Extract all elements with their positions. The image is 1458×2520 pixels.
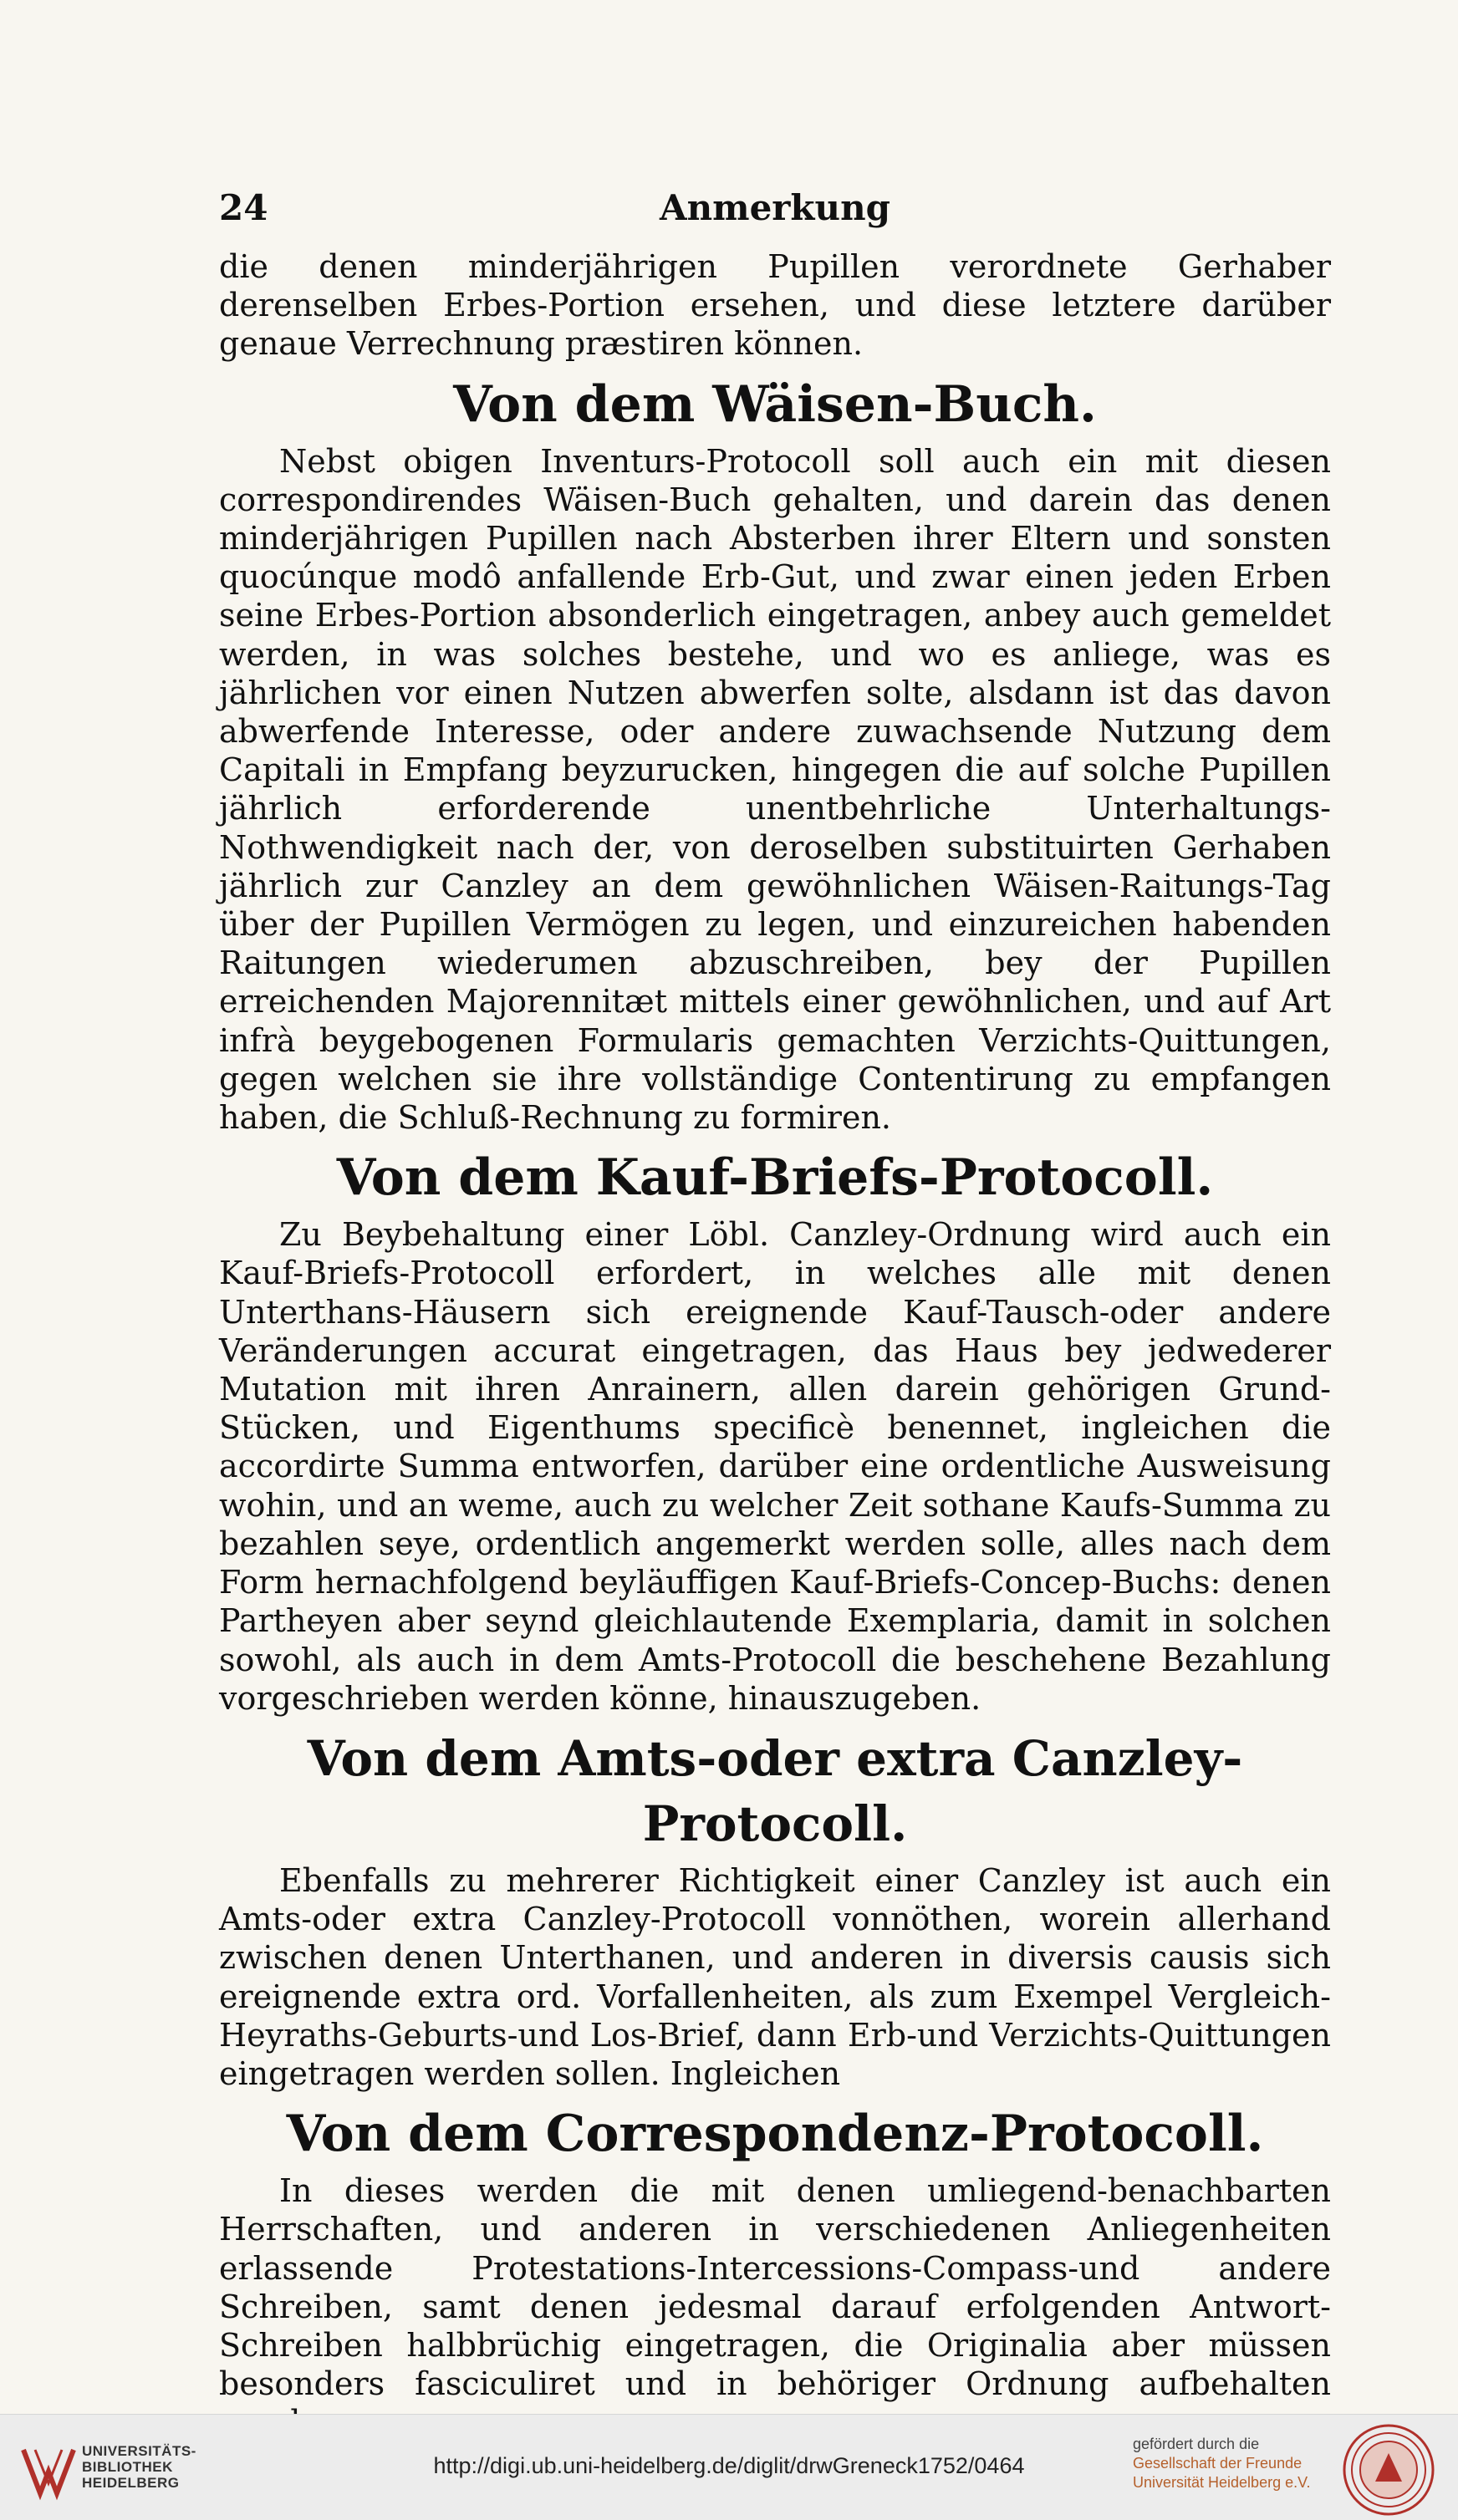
section-heading: Von dem Correspondenz-Protocoll.: [286, 2105, 1264, 2164]
section-heading: Von dem Wäisen-Buch.: [453, 374, 1097, 434]
section-heading: Von dem Amts-oder extra Canzley-Protocoll.: [307, 1729, 1243, 1852]
paragraph: Zu Beybehaltung einer Löbl. Canzley-Ordnung wird auch ein Kauf-Briefs-Protocoll erfordert, in welches alle mit denen Unterthans-Häusern sich ereignende Kauf-Tausch-oder andere Veränderungen accurat eingetragen, das Haus bey jedwederer Mutation mit ihren Anrainern, allen darein gehörigen Grund-Stücken, und Eigenthums specificè benennet, ingleichen die accordirte Summa entworfen, darüber eine ordentliche Ausweisung wohin, und an weme, auch zu welcher Zeit sothane Kaufs-Summa zu bezahlen seye, ordentlich angemerkt werden solle, alles nach dem Form hernachfolgend beyläuffigen Kauf-Briefs-Concep-Buchs: denen Partheyen aber seynd gleichlautende Exemplaria, damit in solchen sowohl, als auch in dem Amts-Protocoll die beschehene Bezahlung vorgeschrieben werden könne, hinauszugeben.: [219, 1216, 1331, 1717]
university-seal-icon: [1342, 2423, 1435, 2517]
page-body: [219, 247, 1331, 2481]
page-header: [219, 187, 1331, 237]
paragraph: Ebenfalls zu mehrerer Richtigkeit einer Canzley ist auch ein Amts-oder extra Canzley-Protocoll vonnöthen, worein allerhand zwischen denen Unterthanen, und anderen in diversis causis sich ereignende extra ord. Vorfallenheiten, als zum Exempel Vergleich-Heyraths-Geburts-und Los-Brief, dann Erb-und Verzichts-Quittungen eingetragen werden sollen. Ingleichen: [219, 1861, 1331, 2092]
permalink-url[interactable]: http://digi.ub.uni-heidelberg.de/diglit/drwGreneck1752/0464: [433, 2453, 1025, 2478]
paragraph: In dieses werden die mit denen umliegend-benachbarten Herrschaften, und anderen in verschiedenen Anliegenheiten erlassende Protestations-Intercessions-Compass-und andere Schreiben, samt denen jedesmal darauf erfolgenden Antwort-Schreiben halbbrüchig eingetragen, die Originalia aber müssen besonders fasciculiret und in behöriger Ordnung aufbehalten: [219, 2172, 1331, 2403]
page-number: 24: [219, 187, 268, 228]
library-name[interactable]: UNIVERSITÄTS- BIBLIOTHEK HEIDELBERG: [82, 2443, 196, 2491]
paragraph: Nebst obigen Inventurs-Protocoll soll auch ein mit diesen correspondirendes Wäisen-Buch gehalten, und darein das denen minderjährigen Pupillen nach Absterben ihrer Eltern und sonsten quocúnque modô anfallende Erb-Gut, und zwar einen jeden Erben seine Erbes-Portion absonderlich eingetragen, anbey auch gemeldet werden, in was solches bestehe, und wo es anliege, was es jährlichen vor einen Nutzen abwerfen solte, alsdann ist das davon abwerfende Interesse, oder andere zuwachsende Nutzung dem Capitali in Empfang beyzurucken, hingegen die auf solche Pupillen jährlich erforderende unentbehrliche Unterhaltungs-Nothwendigkeit nach der, von deroselben substituirten Gerhaben jährlich zur Canzley an dem gewöhnlichen Wäisen-Raitungs-Tag über der Pupillen Vermögen zu legen, und einzureichen habenden Raitungen wiederumen abzuschreiben, bey der Pupillen erreichenden Majorennitæt mittels einer gewöhnlichen, und auf Art infrà beygebogenen Formularis gemachten Verzichts-Quittungen, gegen welchen sie ihre vollständige Contentirung zu empfangen haben, die Schluß-Rechnung zu formiren.: [219, 442, 1331, 1137]
viewer-footer: [0, 2414, 1458, 2520]
paragraph: die denen minderjährigen Pupillen verordnete Gerhaber derenselben Erbes-Portion ersehen, und diese letztere darüber genaue Verrechnung præstiren können.: [219, 248, 1331, 363]
section-heading: Von dem Kauf-Briefs-Protocoll.: [336, 1148, 1214, 1208]
sponsor-note[interactable]: gefördert durch die Gesellschaft der Freunde Universität Heidelberg e.V.: [1133, 2436, 1311, 2491]
running-title: Anmerkung: [660, 187, 890, 228]
